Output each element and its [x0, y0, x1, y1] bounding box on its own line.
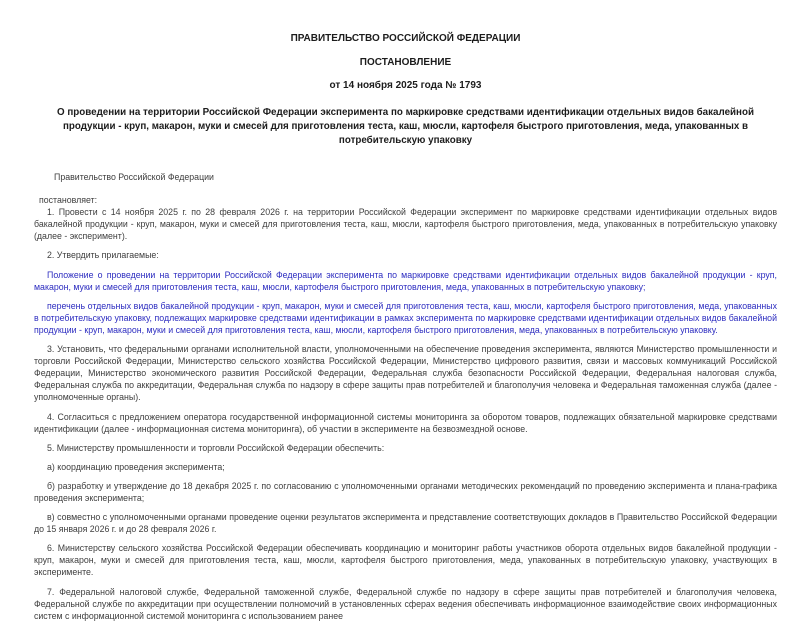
enacting-clause: постановляет: — [39, 195, 98, 206]
preamble: Правительство Российской Федерации — [54, 172, 214, 182]
document-heading — [34, 33, 777, 92]
attachment-link-perechen[interactable]: перечень отдельных видов бакалейной продукции - круп, макарон, муки и смесей для приготовления теста, каш, мюсли, картофеля быстрого приготовления, меда, упакованных в потребительскую упаковку, подлежащих маркировке средствами идентификации в рамках эксперимента по маркировке средствами идентификации отдельных видов бакалейной продукции - круп, макарон, муки и смесей для приготовления теста, каш, мюсли, картофеля быстрого приготовления, меда, упакованных в потребительскую упаковку. — [34, 300, 777, 335]
clause-5-b: б) разработку и утверждение до 18 декабря 2025 г. по согласованию с уполномоченными органами методических рекомендаций по проведению эксперимента и плана-графика проведения эксперимента; — [34, 480, 777, 503]
clause-3: 3. Установить, что федеральными органами исполнительной власти, уполномоченными на обеспечение проведения эксперимента, являются Министерство промышленности и торговли Российской Федерации, Министерство сельского хозяйства Российской Федерации, Министерство цифрового развития, связи и массовых коммуникаций Российской Федерации, Министерство экономического развития Российской Федерации, Федеральная служба безопасности Российской Федерации, Федеральная налоговая служба, Федеральная служба по аккредитации, Федеральная служба по надзору в сфере защиты прав потребителей и благополучия человека и Федеральная таможенная служба (далее - уполномоченные органы). — [34, 344, 777, 403]
clause-4: 4. Согласиться с предложением оператора государственной информационной системы мониторинга за оборотом товаров, подлежащих обязательной маркировке средствами идентификации (далее - информационная система мониторинга), об участии в эксперименте на безвозмездной основе. — [34, 411, 777, 434]
attachment-link-polozhenie[interactable]: Положение о проведении на территории Российской Федерации эксперимента по маркировке средствами идентификации отдельных видов бакалейной продукции - круп, макарон, муки и смесей для приготовления теста, каш, мюсли, картофеля быстрого приготовления, меда, упакованных в потребительскую упаковку; — [34, 269, 777, 292]
clause-7: 7. Федеральной налоговой службе, Федеральной таможенной службе, Федеральной службе по надзору в сфере защиты прав потребителей и благополучия человека, Федеральной службе по аккредитации при осуществлении полномочий в установленных сферах ведения обеспечивать информационное взаимодействие своих информационных систем с информационной системой мониторинга с использованием ранее — [34, 586, 777, 621]
clause-2: 2. Утвердить прилагаемые: — [47, 250, 159, 261]
clause-6: 6. Министерству сельского хозяйства Российской Федерации обеспечивать координацию и мониторинг работы участников оборота отдельных видов бакалейной продукции - круп, макарон, муки и смесей для приготовления теста, каш, мюсли, картофеля быстрого приготовления, меда, упакованных в потребительскую упаковку, участвующих в эксперименте. — [34, 543, 777, 578]
clause-5-v: в) совместно с уполномоченными органами проведение оценки результатов эксперимента и представление соответствующих докладов в Правительство Российской Федерации до 15 января 2026 г. и до 28 февраля 2026 г. — [34, 512, 777, 535]
issuing-authority: ПРАВИТЕЛЬСТВО РОССИЙСКОЙ ФЕДЕРАЦИИ — [290, 33, 521, 44]
clause-5-a: а) координацию проведения эксперимента; — [47, 461, 225, 472]
clause-1: 1. Провести с 14 ноября 2025 г. по 28 февраля 2026 г. на территории Российской Федерации эксперимент по маркировке средствами идентификации отдельных видов бакалейной продукции - круп, макарон, муки и смесей для приготовления теста, каш, мюсли, картофеля быстрого приготовления, меда, упакованных в потребительскую упаковку (далее - эксперимент). — [34, 207, 777, 242]
document-date-number: от 14 ноября 2025 года № 1793 — [329, 80, 482, 91]
document-body — [34, 171, 777, 622]
clause-5: 5. Министерству промышленности и торговли Российской Федерации обеспечить: — [47, 442, 385, 453]
document-title: О проведении на территории Российской Федерации эксперимента по маркировке средствами идентификации отдельных видов бакалейной продукции - круп, макарон, муки и смесей для приготовления теста, каш, мюсли, картофеля быстрого приготовления, меда, упакованных в потребительскую упаковку — [57, 107, 754, 146]
document-type: ПОСТАНОВЛЕНИЕ — [359, 57, 452, 68]
